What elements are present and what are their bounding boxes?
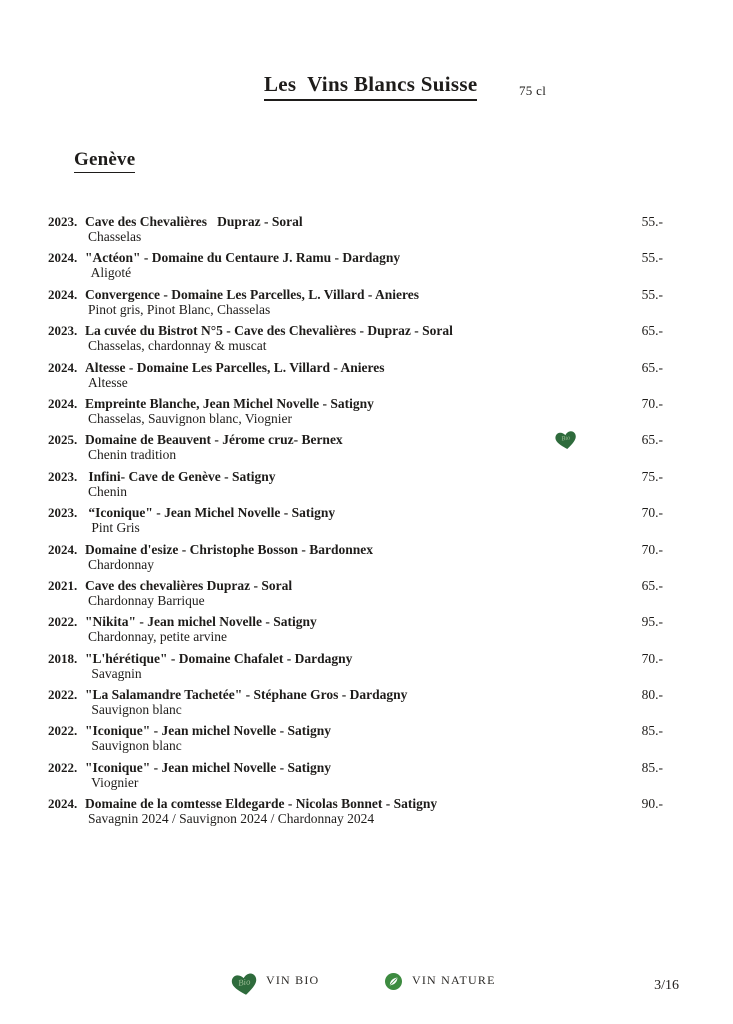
- wine-vintage: 2018.: [48, 650, 78, 666]
- wine-info: [85, 250, 611, 280]
- wine-grapes: Viognier: [88, 774, 139, 790]
- wine-vintage: 2022.: [48, 723, 78, 739]
- wine-price: 85.-: [641, 759, 663, 775]
- wine-price: 70.-: [641, 395, 663, 411]
- wine-name: Domaine de Beauvent - Jérome cruz- Bernex: [85, 432, 343, 448]
- legend-nature-label: VIN NATURE: [412, 973, 496, 987]
- wine-price: 70.-: [641, 650, 663, 666]
- wine-grapes: Chasselas, Sauvignon blanc, Viognier: [88, 410, 293, 426]
- wine-entry: [48, 687, 663, 717]
- wine-price: 80.-: [641, 687, 663, 703]
- wine-price: 70.-: [641, 505, 663, 521]
- wine-grapes: Sauvignon blanc: [88, 738, 182, 754]
- wine-name: Infini- Cave de Genève - Satigny: [85, 468, 276, 484]
- wine-name: “Iconique" - Jean Michel Novelle - Satigny: [85, 505, 336, 521]
- bio-heart-icon: [231, 972, 258, 996]
- wine-info: [85, 469, 611, 499]
- wine-entry: [48, 651, 663, 681]
- wine-grapes: Chenin tradition: [88, 447, 177, 463]
- wine-grapes: Chardonnay: [88, 556, 154, 572]
- wine-name: Cave des Chevalières Dupraz - Soral: [85, 214, 303, 229]
- wine-name: Convergence - Domaine Les Parcelles, L. Villard - Anieres: [85, 286, 419, 302]
- wine-grapes: Chasselas: [88, 229, 142, 244]
- wine-price: 95.-: [641, 614, 663, 630]
- wine-info: [85, 796, 611, 826]
- page-number: 3/16: [654, 978, 679, 993]
- wine-name: "Iconique" - Jean michel Novelle - Satigny: [85, 759, 331, 775]
- wine-price: 90.-: [641, 796, 663, 812]
- wine-vintage: 2024.: [48, 286, 78, 302]
- wine-entry: [48, 396, 663, 426]
- wine-price: 55.-: [641, 214, 663, 229]
- wine-vintage: 2023.: [48, 214, 78, 229]
- wine-vintage: 2023.: [48, 468, 78, 484]
- wine-entry: [48, 323, 663, 353]
- wine-info: [85, 323, 611, 353]
- bottle-volume-label: 75 cl: [519, 83, 547, 98]
- wine-name: Domaine de la comtesse Eldegarde - Nicolas Bonnet - Satigny: [85, 796, 438, 812]
- wine-price: 65.-: [641, 359, 663, 375]
- wine-price: 55.-: [641, 286, 663, 302]
- wine-name: "Iconique" - Jean michel Novelle - Satigny: [85, 723, 331, 739]
- wine-grapes: Pinot gris, Pinot Blanc, Chasselas: [88, 301, 271, 317]
- wine-info: [85, 214, 611, 244]
- wine-grapes: Savagnin: [88, 665, 142, 681]
- wine-grapes: Pint Gris: [88, 520, 140, 536]
- wine-entry: [48, 723, 663, 753]
- wine-name: "Actéon" - Domaine du Centaure J. Ramu - Dardagny: [85, 250, 401, 266]
- svg-text:Bio: Bio: [560, 434, 571, 443]
- wine-entry: [48, 578, 663, 608]
- wine-entry: [48, 505, 663, 535]
- wine-list: [48, 214, 663, 833]
- wine-grapes: Chardonnay Barrique: [88, 592, 205, 608]
- wine-entry: [48, 432, 663, 462]
- wine-vintage: 2022.: [48, 687, 78, 703]
- wine-name: Cave des chevalières Dupraz - Soral: [85, 577, 293, 593]
- wine-price: 55.-: [641, 250, 663, 266]
- wine-entry: [48, 287, 663, 317]
- bio-heart-icon: [555, 430, 577, 450]
- page-title: Les Vins Blancs Suisse: [264, 72, 477, 101]
- wine-entry: [48, 542, 663, 572]
- wine-vintage: 2024.: [48, 359, 78, 375]
- wine-info: [85, 287, 611, 317]
- wine-info: [85, 651, 611, 681]
- wine-name: Domaine d'esize - Christophe Bosson - Bardonnex: [85, 541, 374, 557]
- wine-info: [85, 614, 611, 644]
- svg-text:Bio: Bio: [237, 976, 251, 988]
- wine-name: Empreinte Blanche, Jean Michel Novelle - Satigny: [85, 395, 374, 411]
- wine-price: 65.-: [641, 432, 663, 448]
- wine-grapes: Savagnin 2024 / Sauvignon 2024 / Chardonnay 2024: [88, 811, 375, 827]
- wine-vintage: 2023.: [48, 323, 78, 339]
- wine-vintage: 2025.: [48, 432, 78, 448]
- wine-info: [85, 505, 611, 535]
- wine-grapes: Sauvignon blanc: [88, 702, 182, 718]
- wine-info: [85, 687, 611, 717]
- wine-vintage: 2023.: [48, 505, 78, 521]
- wine-grapes: Altesse: [88, 374, 128, 390]
- wine-info: [85, 723, 611, 753]
- nature-leaf-icon: [385, 973, 402, 990]
- wine-vintage: 2024.: [48, 395, 78, 411]
- wine-entry: [48, 214, 663, 244]
- wine-info: [85, 432, 611, 462]
- wine-entry: [48, 360, 663, 390]
- wine-info: [85, 760, 611, 790]
- wine-price: 65.-: [641, 323, 663, 339]
- wine-entry: [48, 469, 663, 499]
- wine-price: 75.-: [641, 468, 663, 484]
- wine-vintage: 2021.: [48, 577, 78, 593]
- wine-grapes: Chenin: [88, 483, 127, 499]
- wine-info: [85, 542, 611, 572]
- wine-grapes: Chardonnay, petite arvine: [88, 629, 227, 645]
- wine-vintage: 2022.: [48, 614, 78, 630]
- wine-name: "La Salamandre Tachetée" - Stéphane Gros - Dardagny: [85, 687, 408, 703]
- wine-price: 65.-: [641, 577, 663, 593]
- menu-footer: [0, 954, 733, 1024]
- wine-vintage: 2024.: [48, 250, 78, 266]
- region-heading: Genève: [74, 149, 135, 173]
- wine-info: [85, 360, 611, 390]
- wine-info: [85, 396, 611, 426]
- wine-grapes: Chasselas, chardonnay & muscat: [88, 338, 267, 354]
- wine-info: [85, 578, 611, 608]
- wine-entry: [48, 250, 663, 280]
- wine-vintage: 2024.: [48, 541, 78, 557]
- wine-vintage: 2024.: [48, 796, 78, 812]
- wine-price: 70.-: [641, 541, 663, 557]
- wine-name: "Nikita" - Jean michel Novelle - Satigny: [85, 614, 317, 630]
- wine-entry: [48, 614, 663, 644]
- wine-entry: [48, 760, 663, 790]
- legend-bio-label: VIN BIO: [266, 973, 320, 987]
- wine-name: Altesse - Domaine Les Parcelles, L. Villard - Anieres: [85, 359, 385, 375]
- wine-name: La cuvée du Bistrot N°5 - Cave des Chevalières - Dupraz - Soral: [85, 323, 453, 339]
- wine-name: "L'hérétique" - Domaine Chafalet - Dardagny: [85, 650, 353, 666]
- wine-grapes: Aligoté: [88, 265, 132, 281]
- wine-vintage: 2022.: [48, 759, 78, 775]
- wine-price: 85.-: [641, 723, 663, 739]
- wine-entry: [48, 796, 663, 826]
